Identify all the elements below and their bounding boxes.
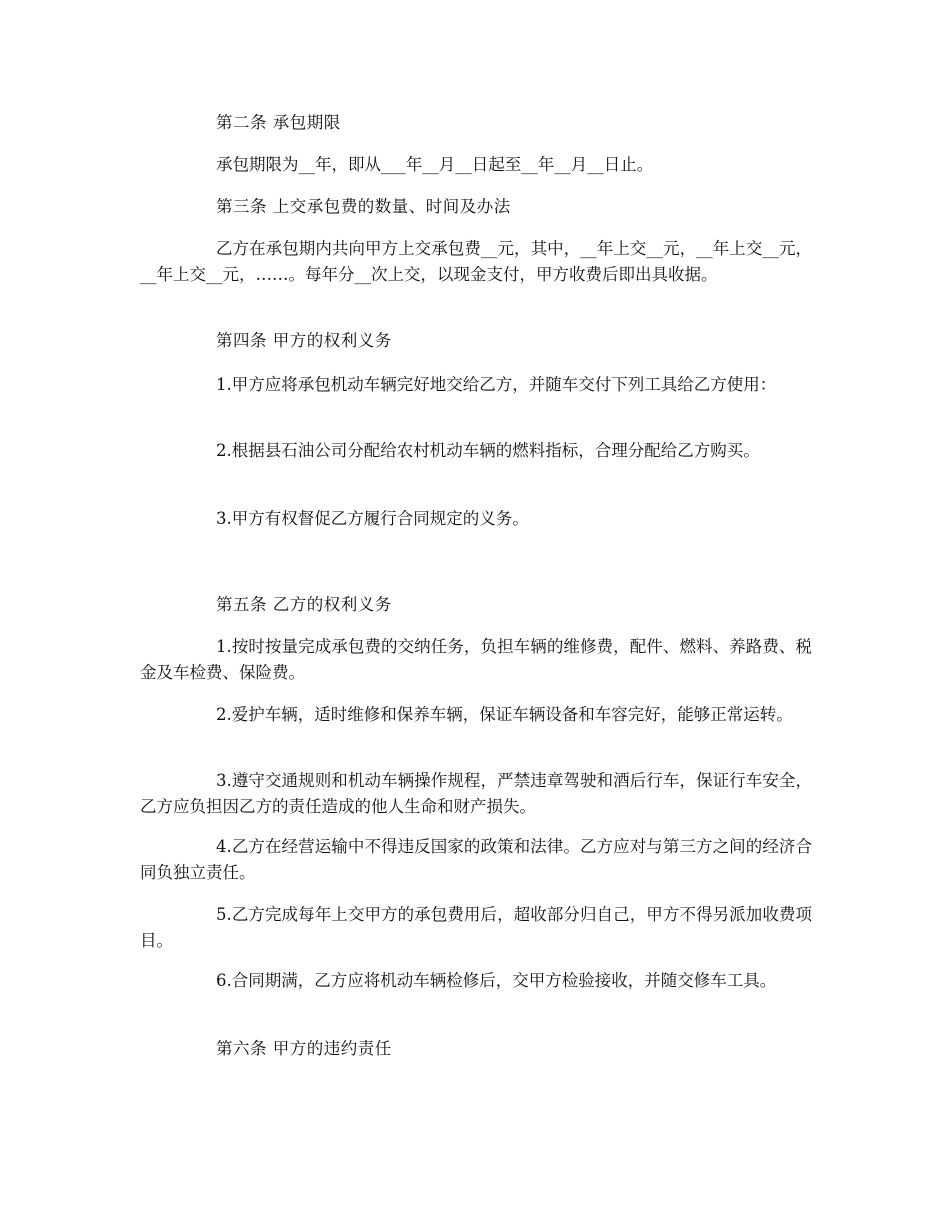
- article-2-body: 承包期限为__年，即从___年__月__日起至__年__月__日止。: [216, 155, 654, 174]
- article-2-heading: 第二条 承包期限: [216, 113, 341, 132]
- article-4-item-2: 2.根据县石油公司分配给农村机动车辆的燃料指标，合理分配给乙方购买。: [216, 441, 760, 460]
- article-4-heading: 第四条 甲方的权利义务: [216, 331, 392, 350]
- article-5-item-6: 6.合同期满，乙方应将机动车辆检修后，交甲方检验接收，并随交修车工具。: [216, 971, 777, 990]
- article-5-item-4: 4.乙方在经营运输中不得违反国家的政策和法律。乙方应对与第三方之间的经济合同负独立责任。: [140, 837, 812, 882]
- article-5-item-1: 1.按时按量完成承包费的交纳任务，负担车辆的维修费，配件、燃料、养路费、税金及车检费、保险费。: [140, 637, 812, 682]
- article-4-item-3: 3.甲方有权督促乙方履行合同规定的义务。: [216, 509, 529, 528]
- article-4-item-1: 1.甲方应将承包机动车辆完好地交给乙方，并随车交付下列工具给乙方使用：: [216, 375, 777, 394]
- article-3-body: 乙方在承包期内共向甲方上交承包费__元，其中，__年上交__元，__年上交__元，__年上交__元，……。每年分__次上交，以现金支付，甲方收费后即出具收据。: [140, 239, 812, 284]
- article-3-heading: 第三条 上交承包费的数量、时间及办法: [216, 197, 511, 216]
- article-6-heading: 第六条 甲方的违约责任: [216, 1039, 392, 1058]
- article-5-heading: 第五条 乙方的权利义务: [216, 595, 392, 614]
- article-5-item-3: 3.遵守交通规则和机动车辆操作规程，严禁违章驾驶和酒后行车，保证行车安全，乙方应负担因乙方的责任造成的他人生命和财产损失。: [140, 771, 812, 816]
- article-5-item-2: 2.爱护车辆，适时维修和保养车辆，保证车辆设备和车容完好，能够正常运转。: [216, 705, 793, 724]
- article-5-item-5: 5.乙方完成每年上交甲方的承包费用后，超收部分归自己，甲方不得另派加收费项目。: [140, 905, 812, 950]
